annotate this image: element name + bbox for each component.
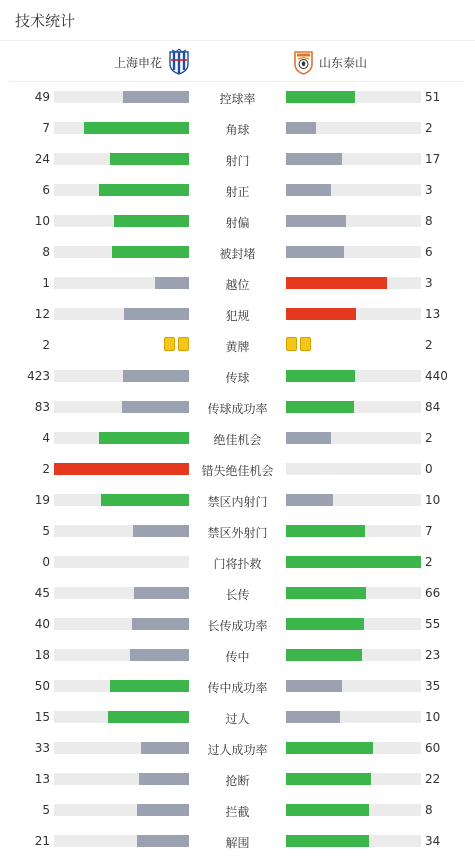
home-stat-value: 40 xyxy=(34,617,50,631)
away-stat-value: 2 xyxy=(425,338,433,352)
home-team-name: 上海申花 xyxy=(113,55,162,70)
shenhua-logo-icon xyxy=(168,49,190,75)
stat-label: 角球 xyxy=(225,123,250,137)
home-stat-bar xyxy=(54,91,189,103)
home-stat-value: 7 xyxy=(42,121,50,135)
home-stat-bar xyxy=(54,494,189,506)
home-stat-bar xyxy=(54,277,189,289)
away-stat-value: 7 xyxy=(425,524,433,538)
stat-label: 射偏 xyxy=(225,216,250,230)
home-stat-bar-fill xyxy=(54,463,189,475)
home-stat-bar xyxy=(54,556,189,568)
home-stat-value: 6 xyxy=(42,183,50,197)
away-stat-value: 10 xyxy=(425,493,441,507)
away-stat-bar xyxy=(286,184,421,196)
home-stat-value: 8 xyxy=(42,245,50,259)
away-stat-bar-fill xyxy=(286,773,371,785)
stat-label: 传中成功率 xyxy=(207,681,268,695)
away-stat-bar xyxy=(286,308,421,320)
home-stat-value: 4 xyxy=(42,431,50,445)
away-stat-bar-fill xyxy=(286,308,356,320)
home-stat-bar-fill xyxy=(122,401,189,413)
home-stat-bar-fill xyxy=(108,711,189,723)
away-stat-bar-fill xyxy=(286,91,355,103)
stat-label: 门将扑救 xyxy=(213,557,262,571)
away-stat-bar-fill xyxy=(286,153,342,165)
home-stat-bar xyxy=(54,370,189,382)
away-stat-bar-fill xyxy=(286,215,346,227)
stat-label: 传球成功率 xyxy=(207,402,268,416)
away-stat-bar xyxy=(286,525,421,537)
home-stat-bar xyxy=(54,153,189,165)
home-stat-bar xyxy=(54,711,189,723)
home-stat-bar xyxy=(54,215,189,227)
home-stat-bar-fill xyxy=(132,618,189,630)
home-stat-value: 13 xyxy=(34,772,50,786)
away-stat-bar-fill xyxy=(286,370,355,382)
away-stat-bar xyxy=(286,91,421,103)
stat-row xyxy=(0,547,475,578)
stat-label: 过人 xyxy=(225,712,250,726)
home-stat-bar-fill xyxy=(84,122,189,134)
away-stat-value: 2 xyxy=(425,555,433,569)
stat-row xyxy=(0,671,475,702)
stat-label: 射正 xyxy=(225,185,250,199)
stat-row xyxy=(0,485,475,516)
away-stat-bar-fill xyxy=(286,401,354,413)
away-stat-bar-fill xyxy=(286,432,331,444)
home-stat-value: 423 xyxy=(27,369,50,383)
home-stat-bar-fill xyxy=(112,246,189,258)
home-stat-bar-fill xyxy=(134,587,189,599)
stat-label: 犯规 xyxy=(225,309,250,323)
away-stat-bar xyxy=(286,711,421,723)
home-stat-bar xyxy=(54,773,189,785)
away-stat-value: 440 xyxy=(425,369,448,383)
away-stat-value: 0 xyxy=(425,462,433,476)
home-stat-value: 5 xyxy=(42,524,50,538)
away-stat-bar xyxy=(286,742,421,754)
away-stat-bar xyxy=(286,587,421,599)
home-stat-value: 0 xyxy=(42,555,50,569)
away-stat-bar xyxy=(286,618,421,630)
home-team[interactable] xyxy=(114,50,190,74)
home-stat-bar-fill xyxy=(123,370,189,382)
away-stat-bar-fill xyxy=(286,556,421,568)
stat-row xyxy=(0,206,475,237)
home-stat-value: 19 xyxy=(34,493,50,507)
home-stat-bar-fill xyxy=(141,742,189,754)
home-stat-value: 21 xyxy=(34,834,50,848)
yellow-card-icon xyxy=(164,337,175,351)
page-title: 技术统计 xyxy=(15,12,76,30)
away-stat-value: 13 xyxy=(425,307,441,321)
stat-row xyxy=(0,795,475,826)
home-stat-bar-fill xyxy=(114,215,189,227)
home-stat-bar xyxy=(54,618,189,630)
away-stat-bar xyxy=(286,680,421,692)
away-stat-bar xyxy=(286,370,421,382)
away-stat-bar xyxy=(286,649,421,661)
away-stat-bar xyxy=(286,277,421,289)
away-stat-value: 8 xyxy=(425,214,433,228)
stat-label: 抢断 xyxy=(225,774,250,788)
away-stat-bar xyxy=(286,556,421,568)
home-stat-value: 50 xyxy=(34,679,50,693)
stat-label: 黄牌 xyxy=(225,340,250,354)
away-stat-bar xyxy=(286,494,421,506)
away-stat-bar-fill xyxy=(286,587,366,599)
stat-row xyxy=(0,609,475,640)
home-stat-bar xyxy=(54,649,189,661)
away-stat-bar-fill xyxy=(286,680,342,692)
yellow-card-icon xyxy=(286,337,297,351)
stat-row xyxy=(0,144,475,175)
home-stat-bar xyxy=(54,742,189,754)
away-stat-value: 3 xyxy=(425,183,433,197)
away-stat-value: 3 xyxy=(425,276,433,290)
home-stat-bar-fill xyxy=(99,184,189,196)
home-stat-bar-fill xyxy=(110,153,189,165)
home-stat-bar xyxy=(54,184,189,196)
home-stat-bar-fill xyxy=(101,494,189,506)
away-yellow-cards xyxy=(286,337,311,351)
away-stat-value: 34 xyxy=(425,834,441,848)
away-stat-bar xyxy=(286,246,421,258)
home-stat-bar xyxy=(54,401,189,413)
home-stat-bar-fill xyxy=(123,91,189,103)
teams-header xyxy=(0,41,475,81)
stat-row xyxy=(0,764,475,795)
stat-row xyxy=(0,640,475,671)
stat-row xyxy=(0,175,475,206)
stat-row xyxy=(0,82,475,113)
stat-row xyxy=(0,454,475,485)
stat-row xyxy=(0,268,475,299)
home-stat-bar-fill xyxy=(99,432,189,444)
yellow-card-icon xyxy=(300,337,311,351)
stat-label: 越位 xyxy=(225,278,250,292)
home-stat-value: 49 xyxy=(34,90,50,104)
away-stat-bar xyxy=(286,153,421,165)
home-stat-value: 10 xyxy=(34,214,50,228)
stat-label: 过人成功率 xyxy=(207,743,268,757)
away-stat-value: 6 xyxy=(425,245,433,259)
home-stat-bar xyxy=(54,680,189,692)
home-stat-bar-fill xyxy=(130,649,189,661)
away-stat-bar xyxy=(286,773,421,785)
away-stat-value: 51 xyxy=(425,90,441,104)
stat-row xyxy=(0,361,475,392)
away-stat-bar-fill xyxy=(286,184,331,196)
home-stat-bar xyxy=(54,246,189,258)
home-stat-bar-fill xyxy=(110,680,189,692)
away-stat-value: 22 xyxy=(425,772,441,786)
away-stat-value: 10 xyxy=(425,710,441,724)
stat-row xyxy=(0,423,475,454)
away-stat-bar xyxy=(286,432,421,444)
home-stat-bar xyxy=(54,525,189,537)
home-stat-value: 2 xyxy=(42,462,50,476)
home-stat-bar-fill xyxy=(155,277,189,289)
home-stat-bar-fill xyxy=(137,835,189,847)
away-stat-bar-fill xyxy=(286,835,369,847)
home-stat-value: 2 xyxy=(42,338,50,352)
yellow-card-icon xyxy=(178,337,189,351)
home-stat-bar-fill xyxy=(139,773,189,785)
stat-row xyxy=(0,237,475,268)
home-stat-bar xyxy=(54,587,189,599)
home-stat-bar xyxy=(54,122,189,134)
home-stat-bar xyxy=(54,804,189,816)
away-stat-value: 55 xyxy=(425,617,441,631)
away-stat-bar-fill xyxy=(286,277,387,289)
away-stat-value: 17 xyxy=(425,152,441,166)
stat-row xyxy=(0,330,475,361)
home-stat-bar-fill xyxy=(137,804,189,816)
away-stat-value: 35 xyxy=(425,679,441,693)
away-stat-value: 66 xyxy=(425,586,441,600)
away-stat-bar xyxy=(286,122,421,134)
away-stat-value: 60 xyxy=(425,741,441,755)
away-stat-bar-fill xyxy=(286,742,373,754)
away-stat-value: 84 xyxy=(425,400,441,414)
stat-row xyxy=(0,113,475,144)
away-stat-bar xyxy=(286,835,421,847)
home-stat-bar-fill xyxy=(133,525,189,537)
home-stat-value: 15 xyxy=(34,710,50,724)
stat-row xyxy=(0,702,475,733)
stat-label: 错失绝佳机会 xyxy=(201,464,274,478)
away-stat-bar-fill xyxy=(286,711,340,723)
home-stat-bar xyxy=(54,432,189,444)
stat-row xyxy=(0,733,475,764)
home-stat-value: 45 xyxy=(34,586,50,600)
stat-label: 拦截 xyxy=(225,805,250,819)
home-stat-value: 12 xyxy=(34,307,50,321)
away-stat-bar xyxy=(286,215,421,227)
stat-row xyxy=(0,516,475,547)
stat-label: 射门 xyxy=(225,154,250,168)
away-stat-value: 2 xyxy=(425,121,433,135)
stat-row xyxy=(0,578,475,609)
home-stat-value: 24 xyxy=(34,152,50,166)
stat-label: 绝佳机会 xyxy=(213,433,262,447)
away-stat-value: 2 xyxy=(425,431,433,445)
away-stat-bar-fill xyxy=(286,122,316,134)
home-stat-value: 18 xyxy=(34,648,50,662)
home-stat-value: 1 xyxy=(42,276,50,290)
home-stat-bar xyxy=(54,308,189,320)
away-stat-bar-fill xyxy=(286,649,362,661)
stat-label: 禁区外射门 xyxy=(207,526,268,540)
away-stat-value: 8 xyxy=(425,803,433,817)
away-team-name: 山东泰山 xyxy=(319,55,368,70)
home-stat-bar xyxy=(54,463,189,475)
stat-label: 传球 xyxy=(225,371,250,385)
stat-label: 长传 xyxy=(225,588,250,602)
home-stat-bar-fill xyxy=(124,308,189,320)
away-stat-bar xyxy=(286,804,421,816)
away-stat-bar-fill xyxy=(286,804,369,816)
home-stat-bar xyxy=(54,835,189,847)
away-stat-bar xyxy=(286,401,421,413)
stat-label: 被封堵 xyxy=(219,247,256,261)
away-stat-bar-fill xyxy=(286,494,333,506)
home-stat-value: 33 xyxy=(34,741,50,755)
home-stat-value: 83 xyxy=(34,400,50,414)
away-stat-value: 23 xyxy=(425,648,441,662)
away-stat-bar-fill xyxy=(286,618,364,630)
stat-label: 控球率 xyxy=(219,92,256,106)
stat-label: 禁区内射门 xyxy=(207,495,268,509)
away-team[interactable] xyxy=(294,49,367,75)
stat-row xyxy=(0,392,475,423)
stat-row xyxy=(0,826,475,857)
stat-row xyxy=(0,299,475,330)
stat-label: 解围 xyxy=(225,836,250,850)
away-stat-bar-fill xyxy=(286,246,344,258)
home-stat-value: 5 xyxy=(42,803,50,817)
home-yellow-cards xyxy=(164,337,189,351)
taishan-logo-icon xyxy=(294,50,313,75)
stat-label: 传中 xyxy=(225,650,250,664)
stat-label: 长传成功率 xyxy=(207,619,268,633)
away-stat-bar xyxy=(286,463,421,475)
away-stat-bar-fill xyxy=(286,525,365,537)
